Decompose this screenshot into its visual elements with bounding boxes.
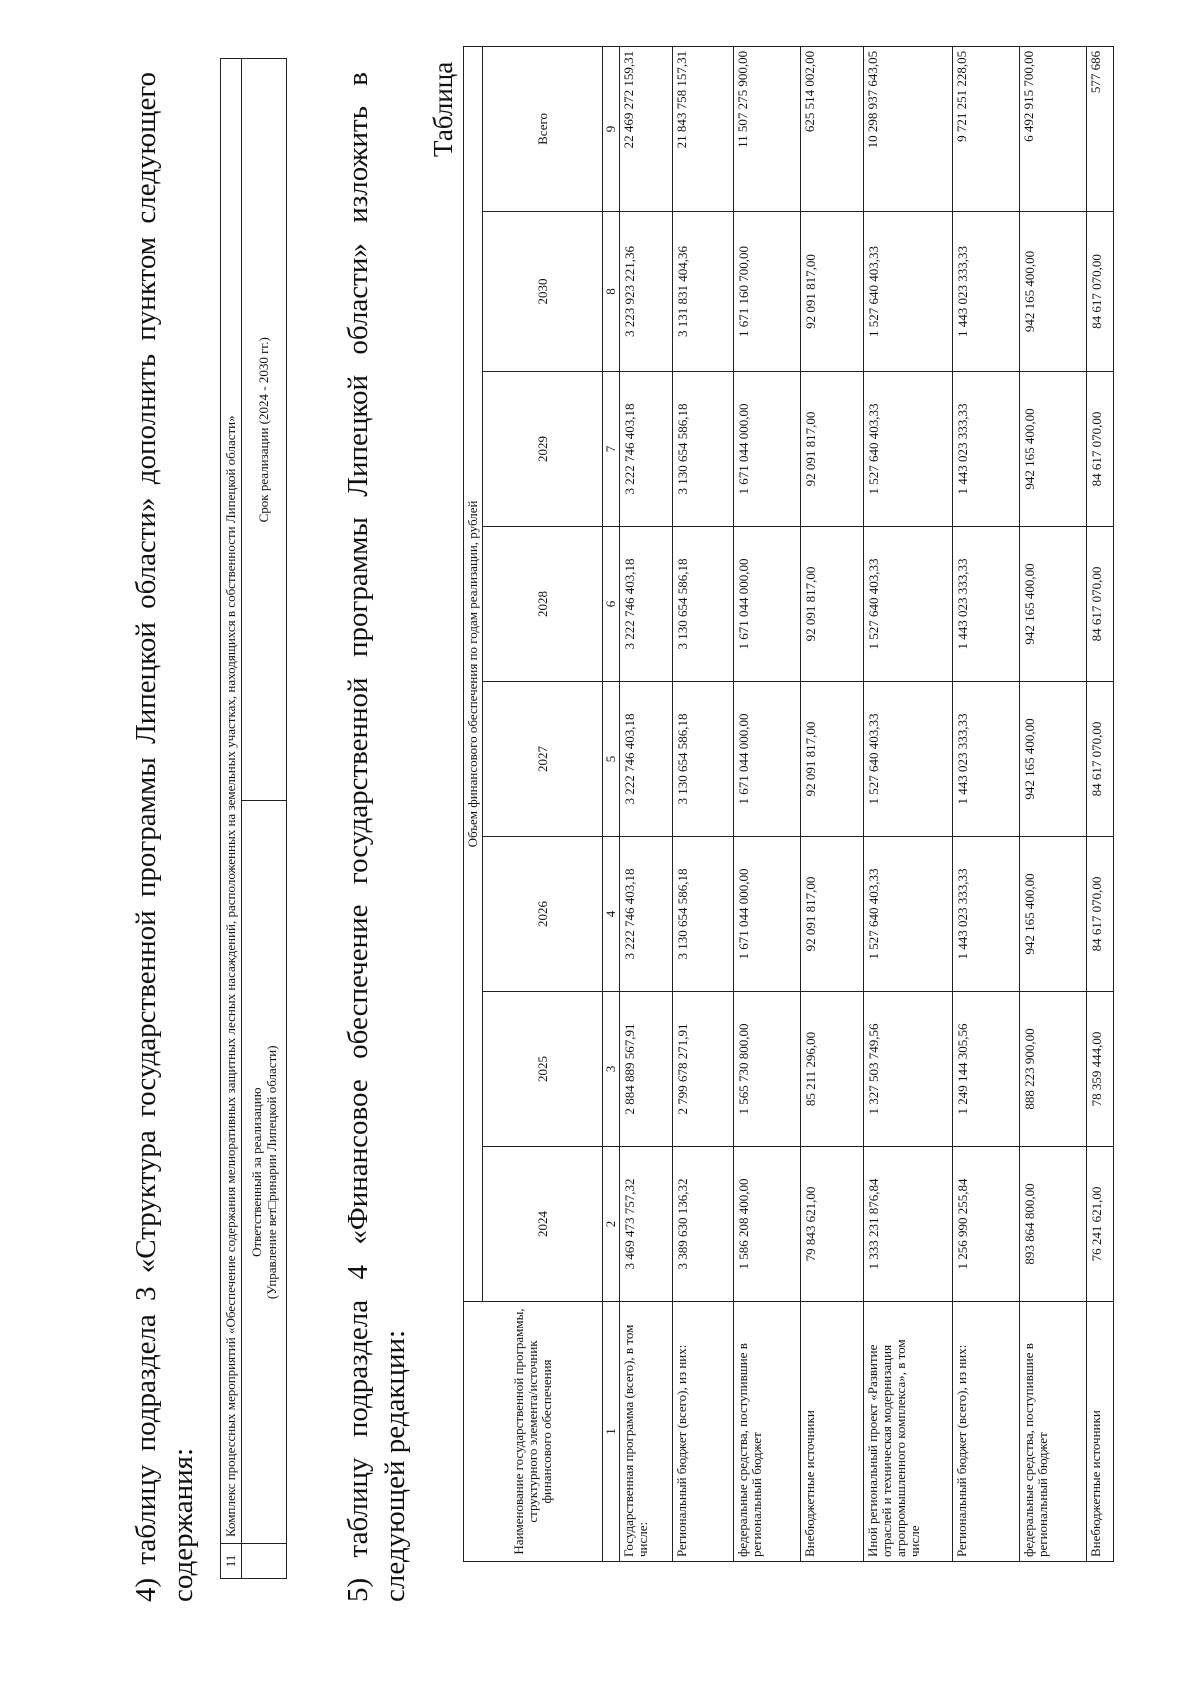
row-name: федеральные средства, поступившие в региональный бюджет [734,1302,801,1562]
column-number: 1 [603,1302,620,1562]
row-value: 3 130 654 586,18 [673,527,734,682]
year-header: 2024 [483,1147,603,1302]
table-row [734,46,801,1561]
row-value: 3 223 923 221,36 [620,212,673,372]
row-value: 3 222 746 403,18 [620,527,673,682]
row-value: 84 617 070,00 [1087,212,1114,372]
column-number: 6 [603,527,620,682]
column-number: 2 [603,1147,620,1302]
row-value: 1 671 044 000,00 [734,682,801,837]
row-value: 92 091 817,00 [801,372,864,527]
row-value: 3 222 746 403,18 [620,837,673,992]
structure-responsible-cell [242,801,287,1544]
row-value: 893 864 800,00 [1020,1147,1087,1302]
row-value: 3 131 831 404,36 [673,212,734,372]
table-row [864,46,953,1561]
financing-header-row-1 [464,46,483,1561]
table-row [620,46,673,1561]
financing-group-header: Объем финансового обеспечения по годам реализации, рублей [464,46,483,1301]
column-number: 8 [603,212,620,372]
paragraph-item-4: 4) таблицу подраздела 3 «Структура государственной программы Липецкой области» дополнить пунктом следующего содержания: [130,72,199,1602]
row-name: федеральные средства, поступившие в региональный бюджет [1020,1302,1087,1562]
row-total: 625 514 002,00 [801,46,864,211]
row-value: 3 130 654 586,18 [673,682,734,837]
table-row [1020,46,1087,1561]
row-value: 84 617 070,00 [1087,682,1114,837]
row-total: 22 469 272 159,31 [620,46,673,211]
column-number: 7 [603,372,620,527]
structure-table [220,58,287,1579]
table-row [1087,46,1114,1561]
row-value: 1 527 640 403,33 [864,682,953,837]
structure-row-title-text: Комплекс процессных мероприятий «Обеспечение содержания мелиоративных защитных лесных насаждений, расположенных на земельных участках, находящихся в собственности Липецкой области» [221,59,242,1544]
row-value: 76 241 621,00 [1087,1147,1114,1302]
row-value: 1 443 023 333,33 [953,837,1020,992]
row-name: Внебюджетные источники [1087,1302,1114,1562]
row-value: 92 091 817,00 [801,837,864,992]
row-value: 92 091 817,00 [801,212,864,372]
row-value: 1 527 640 403,33 [864,527,953,682]
row-value: 1 527 640 403,33 [864,372,953,527]
row-name: Государственная программа (всего), в том числе: [620,1302,673,1562]
row-value: 1 671 044 000,00 [734,527,801,682]
row-total: 21 843 758 157,31 [673,46,734,211]
row-value: 92 091 817,00 [801,682,864,837]
row-value: 942 165 400,00 [1020,212,1087,372]
row-value: 3 130 654 586,18 [673,372,734,527]
row-name: Региональный бюджет (всего), из них: [953,1302,1020,1562]
row-value: 3 469 473 757,32 [620,1147,673,1302]
row-name: Иной региональный проект «Развитие отраслей и техническая модернизация агропромышленного комплекса», в том числе [864,1302,953,1562]
row-value: 1 671 044 000,00 [734,372,801,527]
column-number-row [603,46,620,1561]
row-name: Региональный бюджет (всего), из них: [673,1302,734,1562]
row-value: 942 165 400,00 [1020,527,1087,682]
table-caption: Таблица [428,61,458,157]
financing-table [463,46,1114,1562]
row-total: 9 721 251 228,05 [953,46,1020,211]
row-total: 11 507 275 900,00 [734,46,801,211]
row-value: 79 843 621,00 [801,1147,864,1302]
row-total: 577 686 [1087,46,1114,211]
row-value: 1 443 023 333,33 [953,527,1020,682]
row-value: 92 091 817,00 [801,527,864,682]
row-value: 1 443 023 333,33 [953,682,1020,837]
structure-responsible-label: Ответственный за реализацию [249,1087,264,1257]
row-value: 2 799 678 271,91 [673,992,734,1147]
column-number: 9 [603,46,620,211]
year-header: 2029 [483,372,603,527]
row-value: 1 565 730 800,00 [734,992,801,1147]
year-header: 2030 [483,212,603,372]
structure-responsible-value: (Управление вет□ринарии Липецкой области) [264,1045,279,1300]
row-value: 84 617 070,00 [1087,527,1114,682]
structure-row-details [242,59,287,1579]
column-number: 5 [603,682,620,837]
row-value: 1 586 208 400,00 [734,1147,801,1302]
row-name: Внебюджетные источники [801,1302,864,1562]
column-number: 4 [603,837,620,992]
row-total: 10 298 937 643,05 [864,46,953,211]
table-row [801,46,864,1561]
row-value: 84 617 070,00 [1087,837,1114,992]
structure-row-number-empty [242,1544,287,1579]
row-value: 3 222 746 403,18 [620,372,673,527]
structure-row-title [221,59,242,1579]
row-value: 2 884 889 567,91 [620,992,673,1147]
table-row [673,46,734,1561]
structure-term-cell: Срок реализации (2024 - 2030 гг.) [242,59,287,802]
row-value: 888 223 900,00 [1020,992,1087,1147]
financing-name-header: Наименование государственной программы, структурного элемента/источник финансового обеспечения [464,1302,603,1562]
row-value: 1 327 503 749,56 [864,992,953,1147]
row-value: 1 443 023 333,33 [953,372,1020,527]
row-value: 84 617 070,00 [1087,372,1114,527]
row-value: 3 130 654 586,18 [673,837,734,992]
row-value: 1 527 640 403,33 [864,212,953,372]
row-value: 942 165 400,00 [1020,682,1087,837]
row-value: 942 165 400,00 [1020,372,1087,527]
row-value: 1 671 044 000,00 [734,837,801,992]
row-value: 1 333 231 876,84 [864,1147,953,1302]
row-value: 1 671 160 700,00 [734,212,801,372]
row-value: 3 389 630 136,32 [673,1147,734,1302]
row-total: 6 492 915 700,00 [1020,46,1087,211]
row-value: 1 527 640 403,33 [864,837,953,992]
row-value: 3 222 746 403,18 [620,682,673,837]
table-row [953,46,1020,1561]
year-header: 2028 [483,527,603,682]
row-value: 1 443 023 333,33 [953,212,1020,372]
row-value: 85 211 296,00 [801,992,864,1147]
year-header: 2025 [483,992,603,1147]
row-value: 78 359 444,00 [1087,992,1114,1147]
paragraph-item-5: 5) таблицу подраздела 4 «Финансовое обеспечение государственной программы Липецкой области» изложить в следующей редакции: [342,72,411,1602]
row-value: 942 165 400,00 [1020,837,1087,992]
column-number: 3 [603,992,620,1147]
row-value: 1 249 144 305,56 [953,992,1020,1147]
total-header: Всего [483,46,603,211]
row-value: 1 256 990 255,84 [953,1147,1020,1302]
structure-row-number: 11 [221,1544,242,1579]
year-header: 2027 [483,682,603,837]
year-header: 2026 [483,837,603,992]
